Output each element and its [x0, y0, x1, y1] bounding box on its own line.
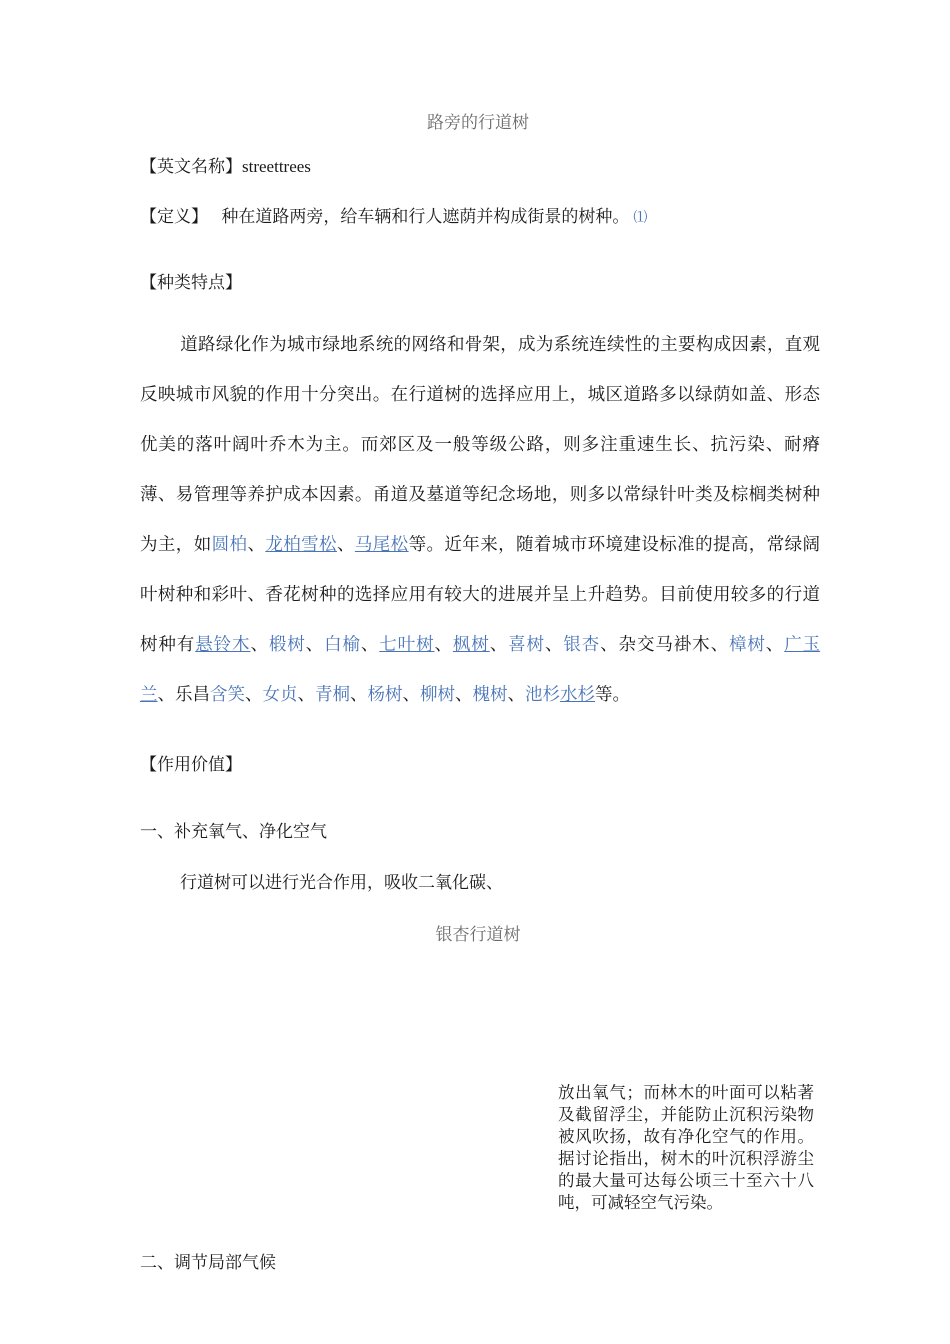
link-liushu[interactable]: 柳树: [420, 685, 455, 705]
link-zhangshu[interactable]: 樟树: [728, 635, 766, 655]
heading-oxygen: 一、补充氧气、净化空气: [140, 822, 327, 842]
link-xishu[interactable]: 喜树: [508, 635, 545, 655]
link-yangshu[interactable]: 杨树: [367, 685, 403, 705]
link-nvzhen[interactable]: 女贞: [262, 685, 298, 705]
definition-line: [140, 202, 647, 227]
link-huaishu[interactable]: 槐树: [472, 685, 508, 705]
para1-start: 行道树可以进行光合作用，吸收二氧化碳、: [180, 873, 503, 893]
link-xuanlingmu[interactable]: 悬铃木: [195, 635, 251, 655]
english-name-line: [140, 152, 311, 177]
section-types-heading: 【种类特点】: [140, 273, 242, 293]
link-guangyulan[interactable]: 广玉兰: [140, 635, 821, 705]
link-baiyu[interactable]: 白榆: [324, 635, 361, 655]
footnote-ref-link[interactable]: ⑴: [633, 210, 648, 226]
english-name-value: streettrees: [242, 157, 311, 176]
definition-text: 种在道路两旁，给车辆和行人遮荫并构成街景的树种。: [221, 207, 630, 227]
heading-climate: 二、调节局部气候: [140, 1253, 276, 1273]
link-shuishan[interactable]: 水杉: [560, 685, 595, 705]
types-paragraph: 道路绿化作为城市绿地系统的网络和骨架，成为系统连续性的主要构成因素，直观反映城市风貌的作用十分突出。在行道树的选择应用上，城区道路多以绿荫如盖、形态优美的落叶阔叶乔木为主。而郊区及一般等级公路，则多注重速生长、抗污染、耐瘠薄、易管理等养护成本因素。甬道及墓道等纪念场地，则多以常绿针叶类及棕榈类树种为主，如圆柏、龙柏雪松、马尾松等。近年来，随着城市环境建设标准的提高，常绿阔叶树种和彩叶、香花树种的选择应用有较大的进展并呈上升趋势。目前使用较多的行道树种有悬铃木、椴树、白榆、七叶树、枫树、喜树、银杏、杂交马褂木、樟树、广玉兰、乐昌含笑、女贞、青桐、杨树、柳树、槐树、池杉水杉等。: [140, 335, 821, 705]
definition-label: 【定义】: [140, 207, 208, 227]
link-qingtong[interactable]: 青桐: [315, 685, 350, 705]
section-value-heading: 【作用价值】: [140, 755, 242, 775]
link-yinxing[interactable]: 银杏: [563, 635, 601, 655]
link-chishan[interactable]: 池杉: [525, 685, 560, 705]
link-longbai-xuesong[interactable]: 龙柏雪松: [265, 535, 337, 555]
link-yuanbai[interactable]: 圆柏: [211, 535, 248, 555]
para1-continuation: 放出氧气；而林木的叶面可以粘著及截留浮尘，并能防止沉积污染物被风吹扬，故有净化空气的作用。据讨论指出，树木的叶沉积浮游尘的最大量可达每公顷三十至六十八吨，可减轻空气污染。: [558, 1083, 814, 1212]
link-hanxiao[interactable]: 含笑: [210, 685, 245, 705]
english-name-label: 【英文名称】: [140, 157, 242, 177]
link-maweisong[interactable]: 马尾松: [354, 535, 409, 555]
link-fengshu[interactable]: 枫树: [452, 635, 490, 655]
link-duanshu[interactable]: 椴树: [268, 635, 306, 655]
link-qiyeshu[interactable]: 七叶树: [379, 635, 435, 655]
page-title: 路旁的行道树: [427, 113, 529, 133]
image-caption: 银杏行道树: [435, 925, 521, 945]
